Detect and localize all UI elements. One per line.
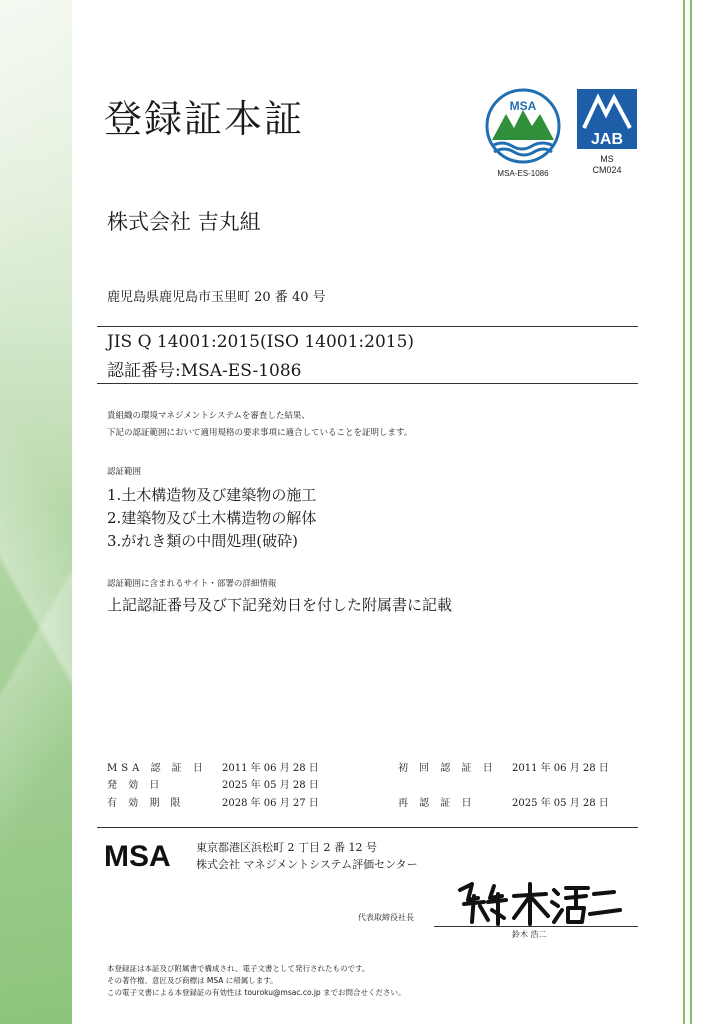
issuer-address: 東京都港区浜松町 2 丁目 2 番 12 号 [196,841,377,854]
scope-heading: 認証範囲 [107,467,142,477]
statement-line: 貴組織の環境マネジメントシステムを審査した結果、 [107,411,310,421]
recert-date-label: 再 認 証 日 [398,798,476,809]
msa-cert-date: 2011 年 06 月 28 日 [222,763,319,774]
sites-heading: 認証範囲に含まれるサイト・部署の詳細情報 [107,579,277,589]
company-address: 鹿児島県鹿児島市玉里町 20 番 40 号 [107,290,326,305]
initial-cert-date-label: 初 回 認 証 日 [398,763,497,774]
svg-text:MSA: MSA [104,840,171,872]
expiry-date: 2028 年 06 月 27 日 [222,798,319,809]
expiry-date-label: 有 効 期 限 [107,798,185,809]
effective-date: 2025 年 05 月 28 日 [222,780,319,791]
divider [97,383,638,384]
jab-text: JAB [590,131,624,148]
msa-mark-text: MSA [509,99,537,113]
signature-line [434,926,638,927]
sites-text: 上記認証番号及び下記発効日を付した附属書に記載 [107,596,453,614]
footer-line: この電子文書による本登録証の有効性は touroku@msac.co.jp までお問合せください。 [107,988,406,997]
msa-accreditation-logo [484,88,562,180]
initial-cert-date: 2011 年 06 月 28 日 [512,763,609,774]
issuer-name: 株式会社 マネジメントシステム評価センター [196,858,418,871]
jab-code-line1: MS [600,154,614,164]
decorative-green-band [0,0,72,1024]
msa-mark-code: MSA-ES-1086 [497,169,549,178]
jab-code-line2: CM024 [592,165,622,175]
divider [97,827,638,828]
scope-item: 3.がれき類の中間処理(破砕) [107,532,299,550]
certificate-title: 登録証本証 [104,97,305,141]
recert-date: 2025 年 05 月 28 日 [512,798,609,809]
msa-cert-date-label: MSA 認 証 日 [107,763,207,774]
statement-line: 下記の認証範囲において適用規格の要求事項に適合していることを証明します。 [107,428,413,438]
scope-item: 1.土木構造物及び建築物の施工 [107,486,317,504]
scope-item: 2.建築物及び土木構造物の解体 [107,509,317,527]
jab-accreditation-logo [576,88,640,180]
standard-label: JIS Q 14001:2015(ISO 14001:2015) [107,332,415,352]
representative-title: 代表取締役社長 [358,913,414,922]
msa-issuer-logo [104,838,182,872]
certificate-number: 認証番号:MSA-ES-1086 [107,361,302,381]
signature [454,880,622,928]
effective-date-label: 発 効 日 [107,780,164,791]
representative-name: 鈴木 浩二 [512,930,547,939]
footer-line: その著作権、意匠及び商標は MSA に帰属します。 [107,976,278,985]
right-border-line [690,0,692,1024]
right-border-line [683,0,685,1024]
footer-line: 本登録証は本証及び附属書で構成され、電子文書として発行されたものです。 [107,964,370,973]
divider [97,326,638,327]
company-name: 株式会社 吉丸組 [107,210,261,234]
